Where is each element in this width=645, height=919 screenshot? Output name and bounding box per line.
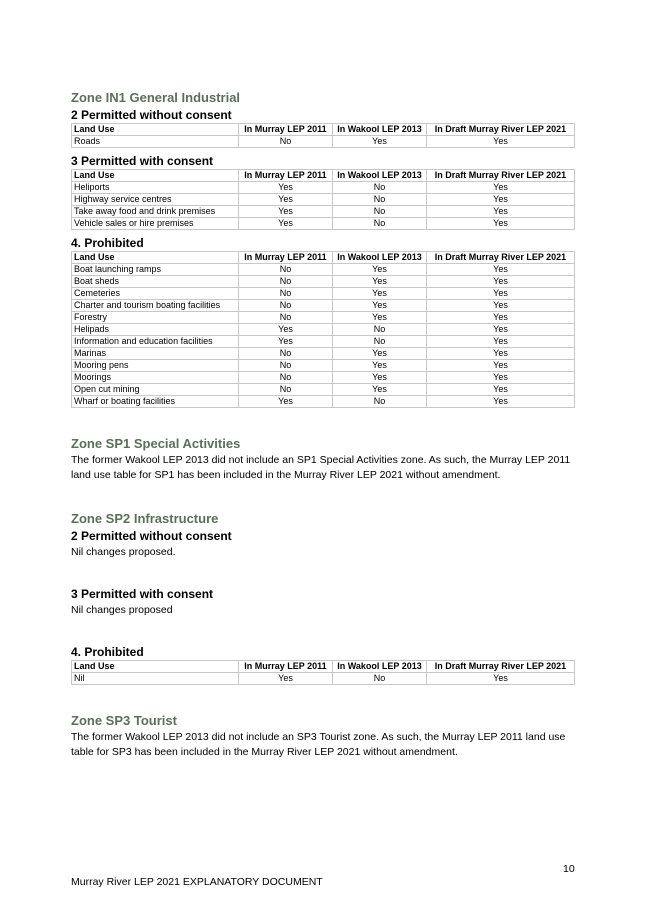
status-cell: Yes [427,372,575,384]
land-use-cell: Information and education facilities [72,336,239,348]
table-header-row [72,124,575,136]
status-cell: No [333,336,427,348]
sp2-permitted-without-consent-text: Nil changes proposed. [71,546,176,558]
land-use-cell: Moorings [72,372,239,384]
status-cell: Yes [427,182,575,194]
table-row [72,288,575,300]
col-draft-murray-river-lep-2021: In Draft Murray River LEP 2021 [427,661,575,673]
sp1-description: The former Wakool LEP 2013 did not include an SP1 Special Activities zone. As such, the Murray LEP 2011 land use table for SP1 has been included in the Murray River LEP 2021 without amendment. [71,454,571,481]
table-row [72,182,575,194]
status-cell: No [333,194,427,206]
status-cell: No [333,396,427,408]
footer-document-title: Murray River LEP 2021 EXPLANATORY DOCUMENT [71,876,323,888]
land-use-cell: Mooring pens [72,360,239,372]
status-cell: Yes [333,384,427,396]
col-murray-lep-2011: In Murray LEP 2011 [239,252,333,264]
table-row [72,300,575,312]
status-cell: Yes [333,300,427,312]
col-draft-murray-river-lep-2021: In Draft Murray River LEP 2021 [427,170,575,182]
land-use-cell: Marinas [72,348,239,360]
table-row [72,372,575,384]
page-content [71,90,574,760]
sp2-prohibited-heading: 4. Prohibited [71,645,144,659]
status-cell: Yes [427,264,575,276]
in1-permitted-with-consent-table [71,169,575,230]
land-use-cell: Highway service centres [72,194,239,206]
status-cell: Yes [333,136,427,148]
col-wakool-lep-2013: In Wakool LEP 2013 [333,124,427,136]
col-land-use: Land Use [72,124,239,136]
status-cell: Yes [427,288,575,300]
status-cell: Yes [239,182,333,194]
status-cell: Yes [427,206,575,218]
status-cell: No [239,372,333,384]
status-cell: No [239,136,333,148]
col-land-use: Land Use [72,170,239,182]
status-cell: No [239,360,333,372]
in1-permitted-without-consent-table [71,123,575,148]
status-cell: Yes [427,336,575,348]
table-row [72,673,575,685]
table-header-row [72,170,575,182]
land-use-cell: Wharf or boating facilities [72,396,239,408]
col-wakool-lep-2013: In Wakool LEP 2013 [333,170,427,182]
status-cell: Yes [427,300,575,312]
status-cell: No [239,348,333,360]
status-cell: No [333,324,427,336]
table-row [72,136,575,148]
status-cell: Yes [427,360,575,372]
sp2-permitted-without-consent-heading: 2 Permitted without consent [71,529,232,543]
status-cell: Yes [239,206,333,218]
col-wakool-lep-2013: In Wakool LEP 2013 [333,661,427,673]
table-row [72,324,575,336]
status-cell: No [239,264,333,276]
status-cell: Yes [239,324,333,336]
col-land-use: Land Use [72,252,239,264]
status-cell: Yes [427,324,575,336]
col-draft-murray-river-lep-2021: In Draft Murray River LEP 2021 [427,252,575,264]
status-cell: No [239,384,333,396]
status-cell: No [333,218,427,230]
table-row [72,348,575,360]
status-cell: Yes [427,396,575,408]
col-land-use: Land Use [72,661,239,673]
in1-permitted-without-consent-heading: 2 Permitted without consent [71,108,232,122]
status-cell: No [239,312,333,324]
status-cell: Yes [427,312,575,324]
land-use-cell: Nil [72,673,239,685]
sp3-description: The former Wakool LEP 2013 did not include an SP3 Tourist zone. As such, the Murray LEP 2011 land use table for SP3 has been included in the Murray River LEP 2021 without amendment. [71,731,566,758]
col-murray-lep-2011: In Murray LEP 2011 [239,661,333,673]
in1-prohibited-heading: 4. Prohibited [71,236,144,250]
land-use-cell: Forestry [72,312,239,324]
zone-sp2-title: Zone SP2 Infrastructure [71,511,219,526]
land-use-cell: Boat launching ramps [72,264,239,276]
land-use-cell: Vehicle sales or hire premises [72,218,239,230]
status-cell: Yes [239,194,333,206]
table-row [72,360,575,372]
status-cell: No [239,288,333,300]
sp2-permitted-with-consent-text: Nil changes proposed [71,604,173,616]
status-cell: Yes [333,348,427,360]
col-murray-lep-2011: In Murray LEP 2011 [239,170,333,182]
status-cell: Yes [427,348,575,360]
zone-in1-title: Zone IN1 General Industrial [71,90,241,105]
land-use-cell: Boat sheds [72,276,239,288]
land-use-cell: Helipads [72,324,239,336]
status-cell: No [239,300,333,312]
status-cell: No [333,182,427,194]
table-row [72,276,575,288]
table-row [72,384,575,396]
table-row [72,312,575,324]
status-cell: Yes [239,218,333,230]
land-use-cell: Open cut mining [72,384,239,396]
status-cell: Yes [239,396,333,408]
status-cell: Yes [333,264,427,276]
land-use-cell: Cemeteries [72,288,239,300]
in1-prohibited-table [71,251,575,408]
status-cell: Yes [333,288,427,300]
status-cell: No [239,276,333,288]
page-number: 10 [563,863,575,875]
table-row [72,336,575,348]
table-row [72,218,575,230]
status-cell: No [333,206,427,218]
status-cell: Yes [333,276,427,288]
land-use-cell: Take away food and drink premises [72,206,239,218]
status-cell: Yes [427,218,575,230]
zone-sp3-title: Zone SP3 Tourist [71,713,177,728]
table-row [72,206,575,218]
table-row [72,396,575,408]
table-row [72,264,575,276]
col-wakool-lep-2013: In Wakool LEP 2013 [333,252,427,264]
status-cell: Yes [427,384,575,396]
status-cell: Yes [427,136,575,148]
land-use-cell: Roads [72,136,239,148]
table-row [72,194,575,206]
col-draft-murray-river-lep-2021: In Draft Murray River LEP 2021 [427,124,575,136]
status-cell: No [333,673,427,685]
land-use-cell: Heliports [72,182,239,194]
status-cell: Yes [239,673,333,685]
status-cell: Yes [333,360,427,372]
status-cell: Yes [427,276,575,288]
status-cell: Yes [427,673,575,685]
table-header-row [72,661,575,673]
table-header-row [72,252,575,264]
land-use-cell: Charter and tourism boating facilities [72,300,239,312]
status-cell: Yes [239,336,333,348]
status-cell: Yes [333,372,427,384]
col-murray-lep-2011: In Murray LEP 2011 [239,124,333,136]
sp2-permitted-with-consent-heading: 3 Permitted with consent [71,587,214,601]
zone-sp1-title: Zone SP1 Special Activities [71,436,241,451]
in1-permitted-with-consent-heading: 3 Permitted with consent [71,154,214,168]
status-cell: Yes [427,194,575,206]
sp2-prohibited-table [71,660,575,685]
status-cell: Yes [333,312,427,324]
